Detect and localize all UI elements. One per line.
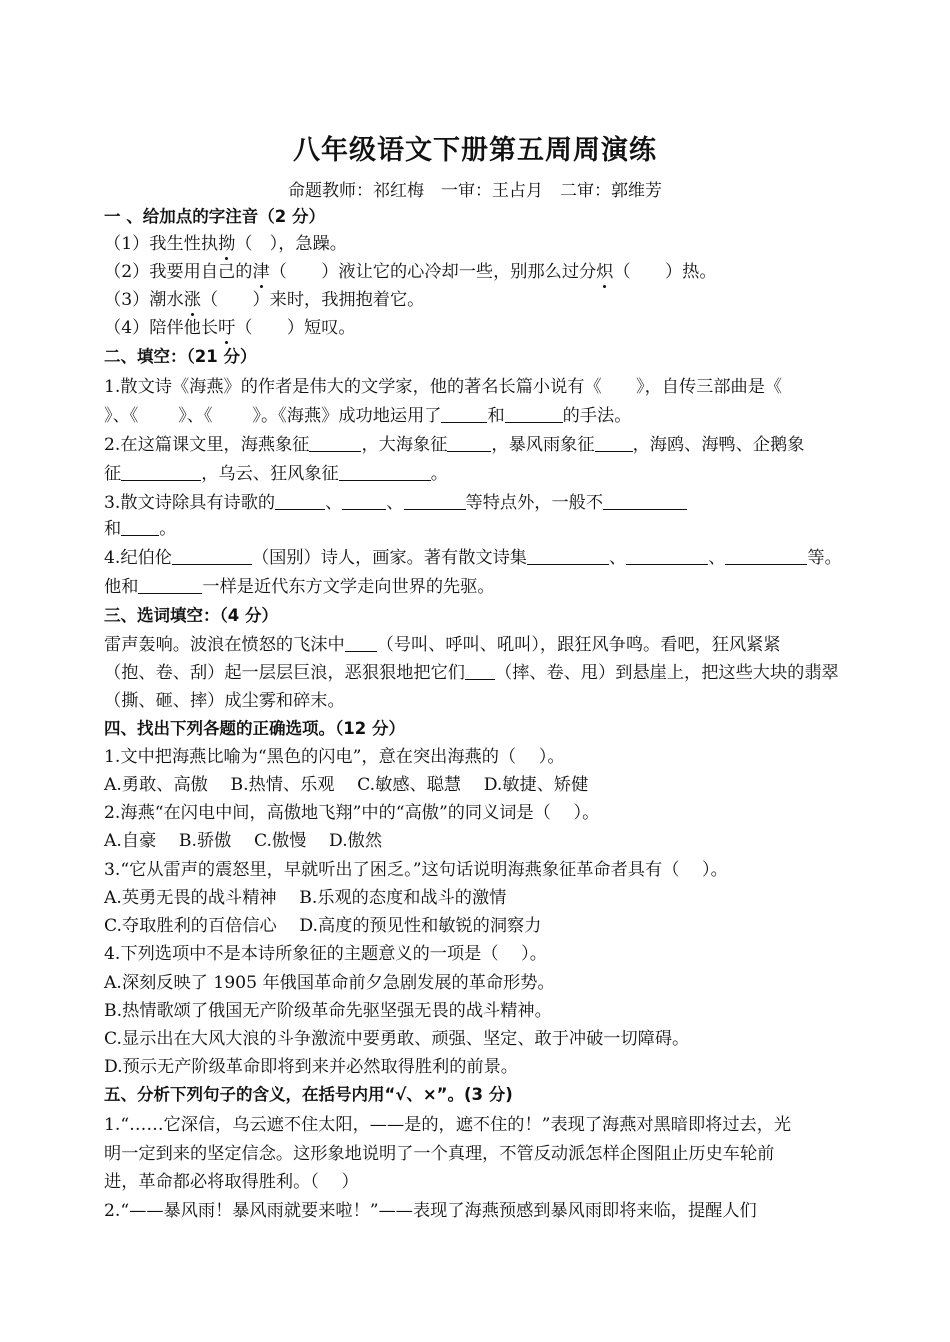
s1-q4-pre: （4）陪伴他长 bbox=[104, 318, 219, 338]
fill-blank[interactable] bbox=[404, 491, 466, 510]
s4-question-4: 4.下列选项中不是本诗所象征的主题意义的一项是（ ）。 bbox=[104, 944, 547, 964]
s2-text: 他和 bbox=[104, 577, 139, 597]
s1-q3-post: （ ）来时，我拥抱着它。 bbox=[200, 290, 425, 310]
s4-q4-option-a: A.深刻反映了 1905 年俄国革命前夕急剧发展的革命形势。 bbox=[104, 973, 555, 993]
s3-text: （抱、卷、刮）起一层层巨浪，恶狠狠地把它们 bbox=[104, 663, 465, 683]
s4-question-2: 2.海燕“在闪电中间，高傲地飞翔”中的“高傲”的同义词是（ ）。 bbox=[104, 803, 600, 823]
s2-line-4 bbox=[104, 462, 850, 486]
s3-line-3: （撕、砸、摔）成尘雾和碎末。 bbox=[104, 691, 345, 711]
s5-line-4: 2.“——暴风雨！暴风雨就要来啦！”——表现了海燕预感到暴风雨即将来临，提醒人们 bbox=[104, 1201, 757, 1221]
fill-blank[interactable] bbox=[505, 404, 563, 423]
s4-q4-option-b: B.热情歌颂了俄国无产阶级革命先驱坚强无畏的战斗精神。 bbox=[104, 1001, 552, 1021]
s5-line-2: 明一定到来的坚定信念。这形象地说明了一个真理，不管反动派怎样企图阻止历史车轮前 bbox=[104, 1144, 775, 1164]
fill-blank[interactable] bbox=[342, 491, 386, 510]
s4-q1-options: A.勇敢、高傲 B.热情、乐观 C.敏感、聪慧 D.敏捷、矫健 bbox=[104, 775, 589, 795]
s4-question-3: 3.“它从雷声的震怒里，早就听出了困乏。”这句话说明海燕象征革命者具有（ ）。 bbox=[104, 860, 728, 880]
s1-q3-pre: （3）潮水 bbox=[104, 290, 184, 310]
s4-q3-options-2: C.夺取胜利的百倍信心 D.高度的预见性和敏锐的洞察力 bbox=[104, 916, 542, 936]
s5-line-1: 1.“……它深信，乌云遮不住太阳，——是的，遮不住的！”表现了海燕对黑暗即将过去，光 bbox=[104, 1115, 792, 1135]
s2-text: 和 bbox=[487, 406, 505, 426]
s1-question-2 bbox=[104, 260, 850, 284]
s5-line-3: 进，革命都必将取得胜利。（ ） bbox=[104, 1172, 359, 1192]
fill-blank[interactable] bbox=[339, 462, 431, 481]
s2-line-1: 1.散文诗《海燕》的作者是伟大的文学家，他的著名长篇小说有《 》，自传三部曲是《 bbox=[104, 377, 783, 397]
fill-blank[interactable] bbox=[595, 433, 633, 452]
s2-text: 、 bbox=[325, 493, 343, 513]
fill-blank[interactable] bbox=[603, 491, 687, 510]
s2-line-8 bbox=[104, 575, 850, 599]
s2-line-3 bbox=[104, 433, 850, 457]
s2-text: ，大海象征 bbox=[361, 435, 448, 455]
s2-text: 》、《 》、《 》。《海燕》成功地运用了 bbox=[104, 406, 442, 426]
s2-line-5 bbox=[104, 491, 850, 515]
s2-text: 、 bbox=[386, 493, 404, 513]
s1-q1-post: （ ），急躁。 bbox=[235, 234, 347, 254]
s2-text: 4.纪伯伦 bbox=[104, 548, 172, 568]
s1-q1-pre: （1）我生性执 bbox=[104, 234, 219, 254]
s2-text: 。 bbox=[159, 519, 177, 539]
author-line: 命题教师：祁红梅 一审：王占月 二审：郭维芳 bbox=[288, 181, 662, 201]
s2-text: 的手法。 bbox=[562, 406, 632, 426]
s3-line-2 bbox=[104, 661, 850, 685]
dotted-char: 津 bbox=[252, 262, 270, 282]
fill-blank[interactable] bbox=[345, 633, 377, 652]
s2-line-6 bbox=[104, 517, 850, 541]
fill-blank[interactable] bbox=[626, 546, 708, 565]
s3-text: （摔、卷、甩）到悬崖上，把这些大块的翡翠 bbox=[494, 663, 839, 683]
fill-blank[interactable] bbox=[725, 546, 807, 565]
s2-text: 、 bbox=[708, 548, 726, 568]
dotted-char: 涨 bbox=[183, 290, 201, 310]
s2-text: 征 bbox=[104, 464, 122, 484]
s4-question-1: 1.文中把海燕比喻为“黑色的闪电”，意在突出海燕的（ ）。 bbox=[104, 747, 565, 767]
s4-q2-options: A.自豪 B.骄傲 C.傲慢 D.傲然 bbox=[104, 831, 383, 851]
fill-blank[interactable] bbox=[465, 661, 495, 680]
fill-blank[interactable] bbox=[447, 433, 491, 452]
dotted-char: 炽 bbox=[596, 262, 614, 282]
s3-text: （号叫、呼叫、吼叫），跟狂风争鸣。看吧，狂风紧紧 bbox=[376, 635, 781, 655]
s2-text: ，乌云、狂风象征 bbox=[201, 464, 339, 484]
s2-text: 3.散文诗除具有诗歌的 bbox=[104, 493, 276, 513]
s3-line-1 bbox=[104, 633, 850, 657]
s2-text: 。 bbox=[430, 464, 448, 484]
section-3-heading: 三、选词填空：（4 分） bbox=[104, 606, 278, 625]
s1-question-3 bbox=[104, 288, 850, 312]
fill-blank[interactable] bbox=[138, 575, 202, 594]
s3-text: 雷声轰响。波浪在愤怒的飞沫中 bbox=[104, 635, 345, 655]
s2-text: ，海鸥、海鸭、企鹅象 bbox=[632, 435, 805, 455]
page-title: 八年级语文下册第五周周演练 bbox=[293, 135, 657, 166]
section-2-heading: 二、填空：（21 分） bbox=[104, 347, 257, 366]
fill-blank[interactable] bbox=[121, 462, 201, 481]
section-4-heading: 四、找出下列各题的正确选项。（12 分） bbox=[104, 719, 405, 738]
s2-text: 等。 bbox=[807, 548, 842, 568]
section-1-heading: 一 、给加点的字注音（2 分） bbox=[104, 207, 325, 226]
s2-text: 一样是近代东方文学走向世界的先驱。 bbox=[202, 577, 495, 597]
s2-text: ，暴风雨象征 bbox=[491, 435, 595, 455]
s2-text: 、 bbox=[608, 548, 627, 568]
dotted-char: 吁 bbox=[218, 318, 236, 338]
s2-line-2 bbox=[104, 404, 850, 428]
s1-question-1 bbox=[104, 232, 850, 256]
fill-blank[interactable] bbox=[441, 404, 487, 423]
s1-q2-mid: （ ）液让它的心冷却一些，别那么过分 bbox=[269, 262, 597, 282]
section-5-heading: 五、分析下列句子的含义，在括号内用“√、×”。(3 分) bbox=[104, 1085, 513, 1104]
s2-line-7 bbox=[104, 546, 850, 570]
s1-q2-pre: （2）我要用自己的 bbox=[104, 262, 253, 282]
s2-text: 和 bbox=[104, 519, 122, 539]
s1-question-4 bbox=[104, 316, 850, 340]
fill-blank[interactable] bbox=[309, 433, 361, 452]
fill-blank[interactable] bbox=[527, 546, 609, 565]
s1-q4-post: （ ）短叹。 bbox=[235, 318, 356, 338]
s2-text: 等特点外，一般不 bbox=[465, 493, 604, 513]
s4-q4-option-c: C.显示出在大风大浪的斗争激流中要勇敢、顽强、坚定、敢于冲破一切障碍。 bbox=[104, 1029, 690, 1049]
s2-text: （国别）诗人，画家。著有散文诗集 bbox=[251, 548, 527, 568]
fill-blank[interactable] bbox=[275, 491, 325, 510]
s4-q3-options-1: A.英勇无畏的战斗精神 B.乐观的态度和战斗的激情 bbox=[104, 888, 507, 908]
s1-q2-post: （ ）热。 bbox=[613, 262, 717, 282]
s4-q4-option-d: D.预示无产阶级革命即将到来并必然取得胜利的前景。 bbox=[104, 1057, 518, 1077]
dotted-char: 拗 bbox=[218, 234, 236, 254]
s2-text: 2.在这篇课文里，海燕象征 bbox=[104, 435, 310, 455]
fill-blank[interactable] bbox=[121, 517, 159, 536]
fill-blank[interactable] bbox=[172, 546, 252, 565]
